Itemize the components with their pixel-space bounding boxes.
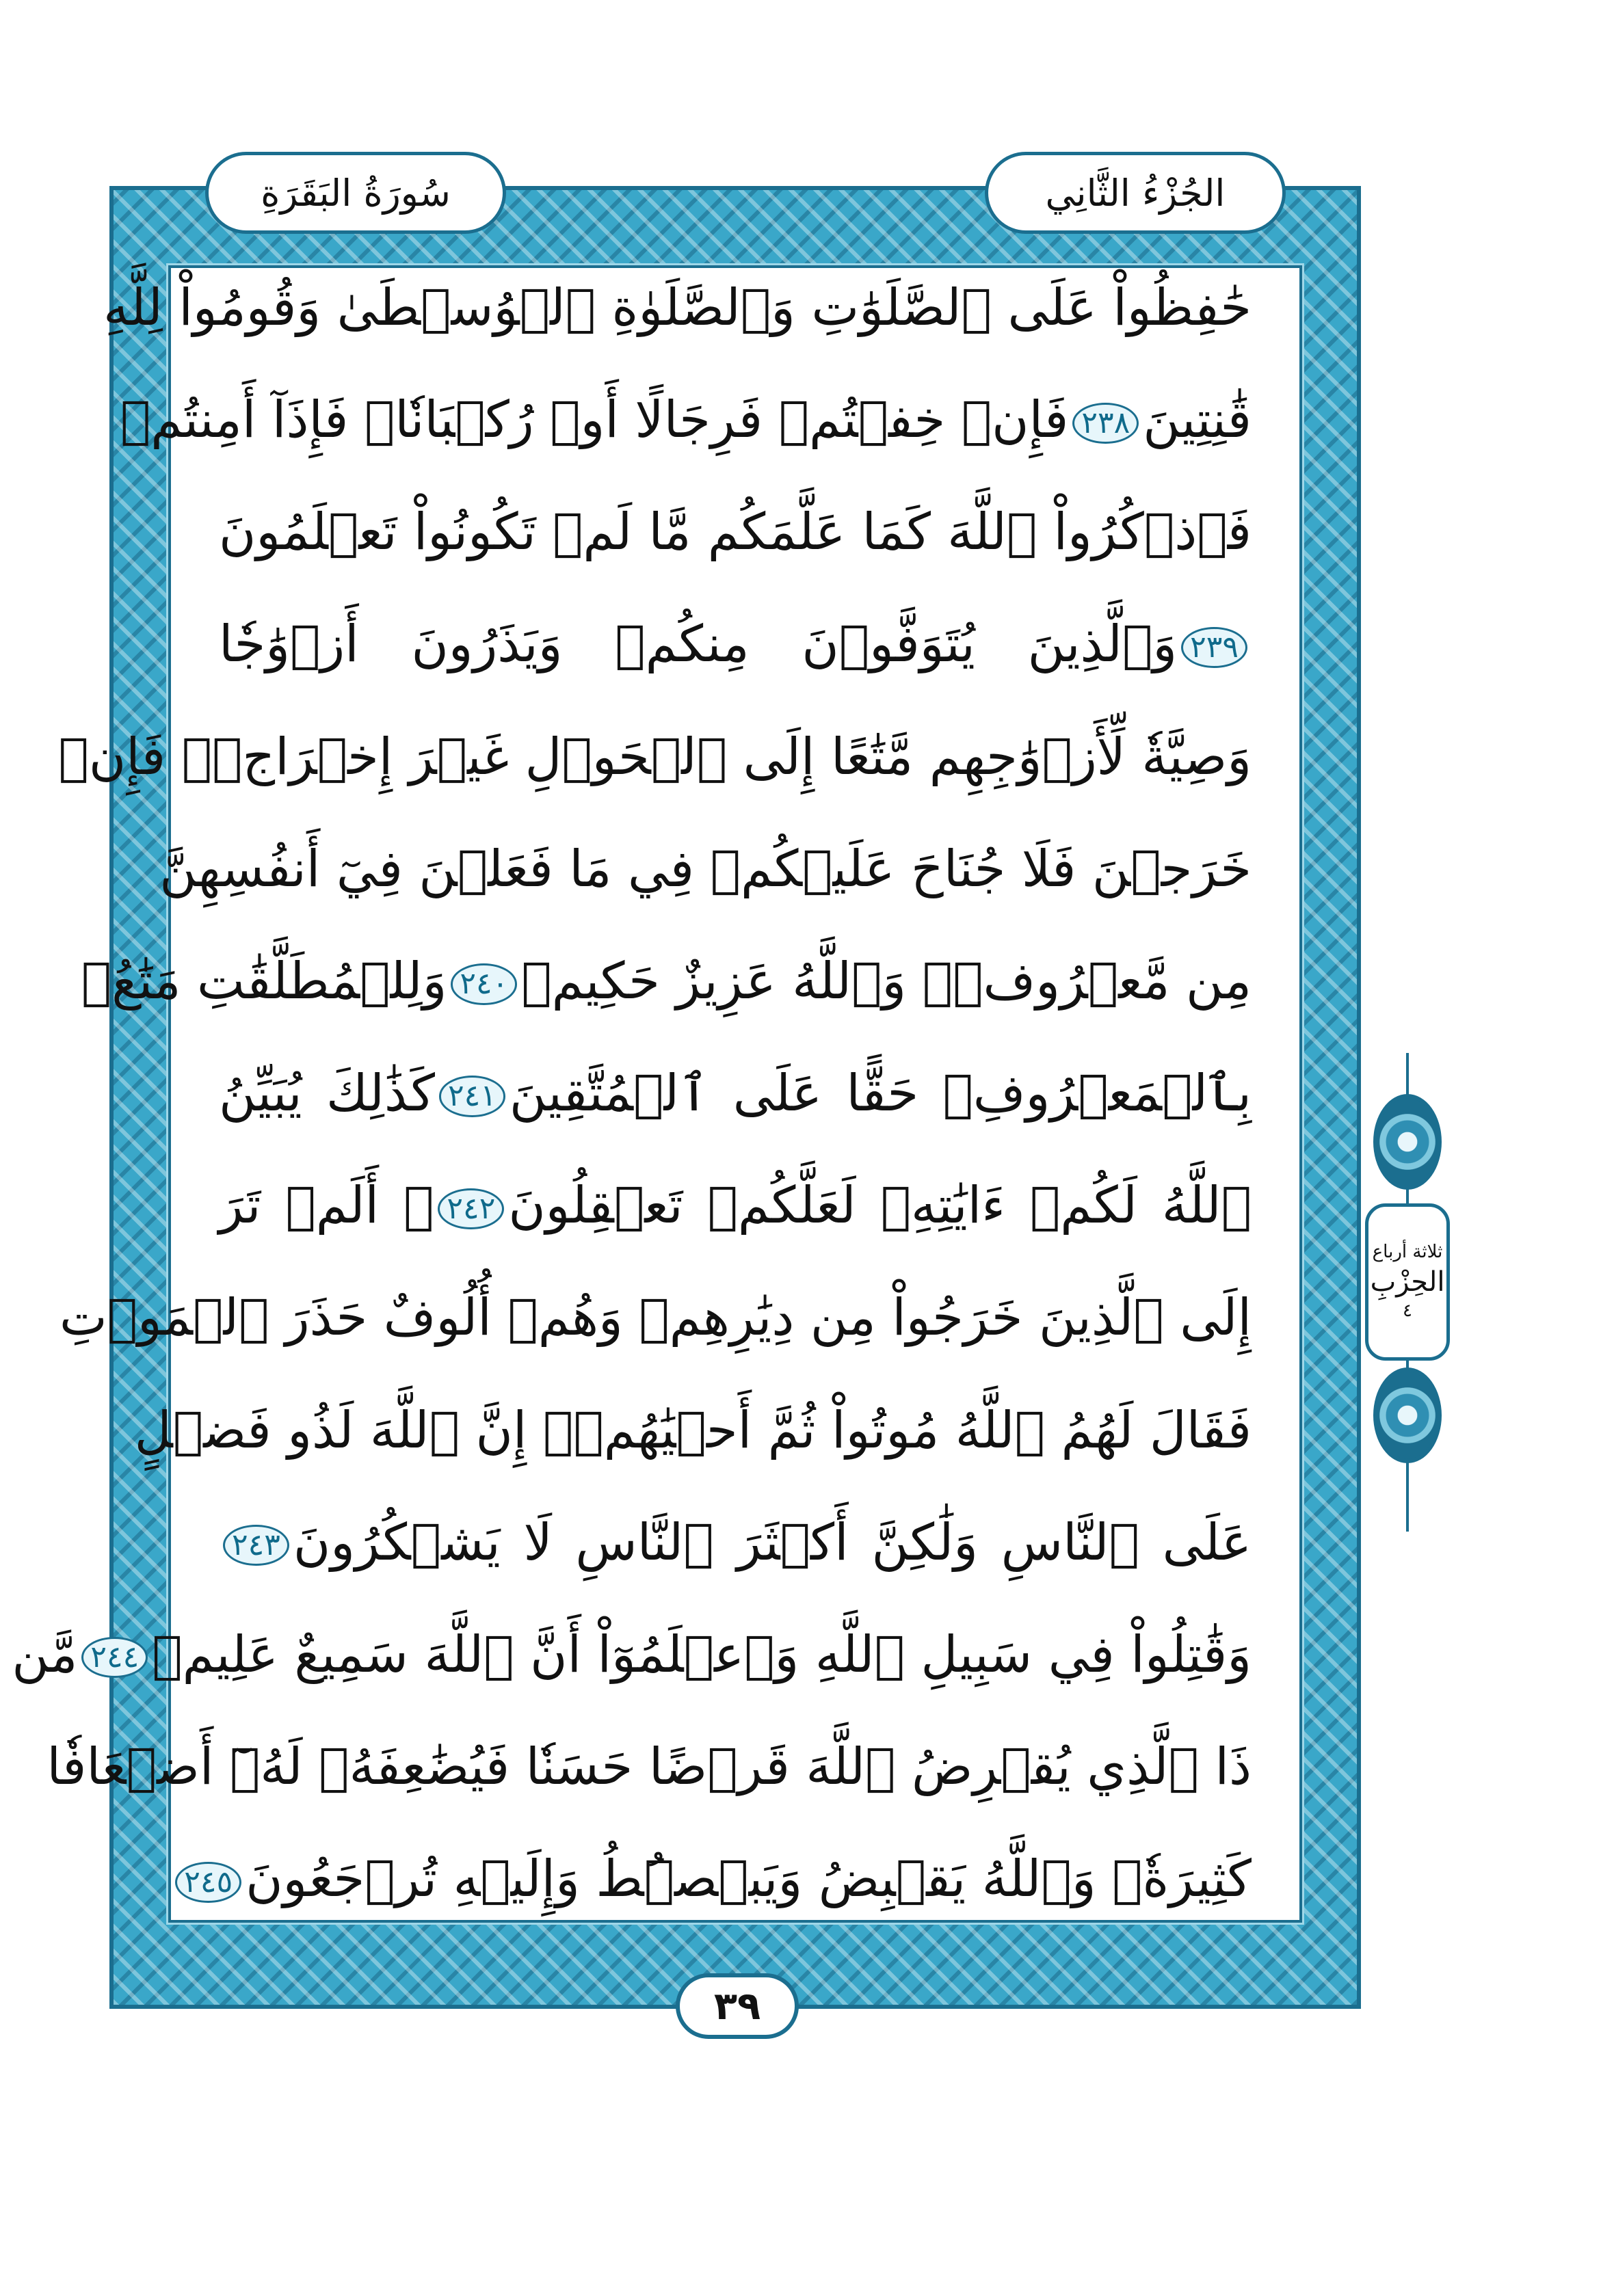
text-line bbox=[103, 278, 1252, 337]
line-text: ٱللَّهُ لَكُمۡ ءَايَٰتِهِۦ لَعَلَّكُمۡ تَعۡقِلُونَ bbox=[508, 1176, 1252, 1236]
line-text: مَّن bbox=[12, 1625, 78, 1684]
text-line bbox=[219, 615, 1252, 674]
line-text: حَٰفِظُواْ عَلَى ٱلصَّلَوَٰتِ وَٱلصَّلَوٰةِ ٱلۡوُسۡطَىٰ وَقُومُواْ لِلَّهِ bbox=[103, 278, 1252, 337]
line-text: خَرَجۡنَ فَلَا جُنَاحَ عَلَيۡكُمۡ فِي مَا فَعَلۡنَ فِيٓ أَنفُسِهِنَّ bbox=[159, 839, 1252, 898]
line-text: إِلَى ٱلَّذِينَ خَرَجُواْ مِن دِيَٰرِهِمۡ وَهُمۡ أُلُوفٌ حَذَرَ ٱلۡمَوۡتِ bbox=[59, 1288, 1252, 1348]
text-line bbox=[219, 503, 1252, 562]
text-line bbox=[81, 951, 1252, 1011]
page-number: ٣٩ bbox=[676, 1973, 799, 2039]
ayah-number-marker: ٢٤٣ bbox=[223, 1525, 289, 1566]
line-text: ذَا ٱلَّذِي يُقۡرِضُ ٱللَّهَ قَرۡضًا حَسَنٗا فَيُضَٰعِفَهُۥ لَهُۥٓ أَضۡعَافٗا bbox=[47, 1737, 1252, 1797]
text-line bbox=[47, 1737, 1252, 1797]
ayah-number-marker: ٢٤٠ bbox=[451, 963, 517, 1004]
hizb-quarter-marker bbox=[1365, 1203, 1450, 1361]
ayah-number-marker: ٢٣٩ bbox=[1181, 627, 1247, 668]
verse-text-block bbox=[12, 278, 1252, 1909]
ayah-number-marker: ٢٤٥ bbox=[175, 1862, 241, 1903]
text-line bbox=[58, 727, 1252, 786]
line-text: وَقَٰتِلُواْ فِي سَبِيلِ ٱللَّهِ وَٱعۡلَمُوٓاْ أَنَّ ٱللَّهَ سَمِيعٌ عَلِيمٞ bbox=[152, 1625, 1252, 1684]
text-line bbox=[159, 839, 1252, 898]
line-text: عَلَى ٱلنَّاسِ وَلَٰكِنَّ أَكۡثَرَ ٱلنَّاسِ لَا يَشۡكُرُونَ bbox=[293, 1512, 1252, 1572]
text-line bbox=[59, 1288, 1252, 1348]
ayah-number-marker: ٢٣٨ bbox=[1072, 403, 1139, 444]
surah-name-header: سُورَةُ البَقَرَةِ bbox=[205, 152, 506, 234]
line-text: فَٱذۡكُرُواْ ٱللَّهَ كَمَا عَلَّمَكُم مَّا لَمۡ تَكُونُواْ تَعۡلَمُونَ bbox=[219, 503, 1252, 562]
page-border bbox=[12, 186, 1361, 2009]
line-text: كَثِيرَةٗۚ وَٱللَّهُ يَقۡبِضُ وَيَبۡصُۜطُ وَإِلَيۡهِ تُرۡجَعُونَ bbox=[246, 1850, 1252, 1909]
line-text: وَصِيَّةٗ لِّأَزۡوَٰجِهِم مَّتَٰعًا إِلَى ٱلۡحَوۡلِ غَيۡرَ إِخۡرَاجٖۚ فَإِنۡ bbox=[58, 727, 1252, 786]
line-text: وَٱلَّذِينَ يُتَوَفَّوۡنَ مِنكُمۡ وَيَذَرُونَ أَزۡوَٰجٗا bbox=[219, 615, 1178, 674]
text-line bbox=[120, 390, 1252, 450]
text-line bbox=[219, 1176, 1252, 1236]
line-text: مِن مَّعۡرُوفٖۗ وَٱللَّهُ عَزِيزٌ حَكِيمٞ bbox=[521, 951, 1252, 1011]
ayah-number-marker: ٢٤١ bbox=[439, 1076, 505, 1117]
line-text: فَقَالَ لَهُمُ ٱللَّهُ مُوتُواْ ثُمَّ أَحۡيَٰهُمۡۚ إِنَّ ٱللَّهَ لَذُو فَضۡلٍ bbox=[134, 1400, 1252, 1460]
line-text: ۞ أَلَمۡ تَرَ bbox=[219, 1176, 434, 1236]
line-text: وَلِلۡمُطَلَّقَٰتِ مَتَٰعُۢ bbox=[81, 951, 447, 1011]
marker-line: الحِزْبِ bbox=[1370, 1266, 1445, 1298]
line-text: بِٱلۡمَعۡرُوفِۖ حَقًّا عَلَى ٱلۡمُتَّقِينَ bbox=[509, 1064, 1252, 1123]
medallion-icon bbox=[1373, 1367, 1442, 1463]
text-line bbox=[219, 1512, 1252, 1572]
line-text: كَذَٰلِكَ يُبَيِّنُ bbox=[219, 1064, 435, 1123]
line-text: فَإِنۡ خِفۡتُمۡ فَرِجَالًا أَوۡ رُكۡبَانٗاۖ فَإِذَآ أَمِنتُمۡ bbox=[120, 390, 1069, 450]
hizb-side-ornament bbox=[1360, 1053, 1455, 1532]
text-panel bbox=[12, 265, 1302, 1923]
text-line bbox=[12, 1625, 1252, 1684]
text-line bbox=[219, 1064, 1252, 1123]
line-text: قَٰنِتِينَ bbox=[1143, 390, 1252, 450]
ayah-number-marker: ٢٤٤ bbox=[81, 1637, 148, 1678]
juz-name-header: الجُزْءُ الثَّانِي bbox=[985, 152, 1286, 234]
text-line bbox=[134, 1400, 1252, 1460]
marker-line: ٤ bbox=[1403, 1300, 1412, 1321]
ayah-number-marker: ٢٤٢ bbox=[438, 1188, 504, 1229]
marker-line: ثلاثة أرباع bbox=[1372, 1242, 1443, 1263]
medallion-icon bbox=[1373, 1094, 1442, 1190]
text-line bbox=[184, 1850, 1252, 1909]
